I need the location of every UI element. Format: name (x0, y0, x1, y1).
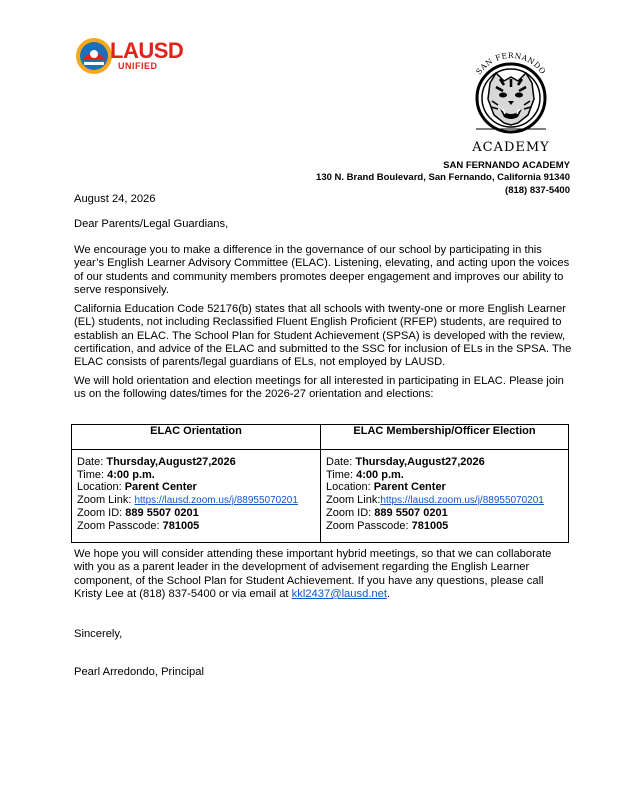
paragraph-4-end: . (386, 587, 391, 600)
election-location-label: Location: (326, 481, 374, 494)
sfa-arc-text: SAN FERNANDO (474, 50, 548, 77)
orientation-passcode-label: Zoom Passcode: (77, 519, 163, 532)
letter-salutation: Dear Parents/Legal Guardians, (74, 218, 229, 230)
school-address-block (316, 160, 570, 197)
orientation-details (72, 450, 321, 543)
orientation-location-label: Location: (77, 481, 125, 494)
orientation-date-label: Date: (77, 456, 107, 468)
paragraph-4-text: We hope you will consider attending these important hybrid meetings, so that we can collaborate with you as a parent leader in the development of advisement regarding the English Learner component, of the School Plan for Student Achievement. If you have any questions, please call Kristy Lee at (818) 837-5400 or via email at (74, 548, 552, 600)
sfa-academy-text: ACADEMY (472, 140, 550, 155)
election-zoom-link[interactable]: https://lausd.zoom.us/j/88955070201 (380, 494, 544, 506)
lausd-unified-label: UNIFIED (118, 61, 158, 71)
school-phone: (818) 837-5400 (505, 184, 570, 196)
orientation-zoom-link-label: Zoom Link: (77, 493, 135, 506)
letter-paragraph-3: We will hold orientation and election meetings for all interested in participating in ELAC. Please join us on the following dates/times for the 2026-27 orientation and elections: (74, 375, 564, 401)
meetings-table (71, 424, 569, 543)
letter-closing: Sincerely, (74, 628, 123, 640)
letter-paragraph-2: California Education Code 52176(b) states that all schools with twenty-one or more English Learner (EL) students, not including Reclassified Fluent English Proficient (RFEP) students, are required to establish an ELAC. The School Plan for Student Achievement (SPSA) is developed with the review, certification, and advice of the ELAC and submitted to the SSC for inclusion of ELs in the SPSA. The ELAC consists of parents/legal guardians of ELs, not employed by LAUSD. (74, 303, 572, 369)
election-time-label: Time: (326, 468, 357, 481)
orientation-date: Thursday,August27,2026 (106, 456, 236, 468)
election-details (321, 450, 569, 543)
letter-date: August 24, 2026 (74, 193, 156, 205)
election-location: Parent Center (373, 481, 446, 494)
election-zoom-id-label: Zoom ID: (326, 507, 375, 520)
letter-signature: Pearl Arredondo, Principal (74, 666, 204, 678)
school-name: SAN FERNANDO ACADEMY (443, 160, 570, 171)
lausd-logo (74, 36, 204, 76)
lausd-wordmark: LAUSD (110, 38, 184, 63)
election-date: Thursday,August27,2026 (355, 456, 485, 468)
election-zoom-id: 889 5507 0201 (374, 507, 448, 520)
orientation-header: ELAC Orientation (72, 425, 321, 450)
election-passcode: 781005 (411, 519, 449, 532)
orientation-zoom-link[interactable]: https://lausd.zoom.us/j/88955070201 (134, 494, 298, 506)
election-date-label: Date: (326, 456, 356, 468)
letter-paragraph-1: We encourage you to make a difference in the governance of our school by participating in this year’s English Learner Advisory Committee (ELAC). Listening, elevating, and acting upon the voices of our students and community members promotes deeper engagement and improves our ability to serve responsively. (74, 244, 570, 296)
school-street: 130 N. Brand Boulevard, San Fernando, California 91340 (316, 172, 570, 184)
election-zoom-link-label: Zoom Link: (326, 493, 381, 506)
election-time: 4:00 p.m. (356, 468, 404, 481)
letter-paragraph-4 (74, 548, 574, 601)
orientation-time: 4:00 p.m. (107, 468, 155, 481)
election-header: ELAC Membership/Officer Election (321, 425, 569, 450)
orientation-zoom-id-label: Zoom ID: (77, 507, 126, 520)
orientation-time-label: Time: (77, 468, 108, 481)
san-fernando-academy-logo (456, 43, 566, 158)
orientation-zoom-id: 889 5507 0201 (125, 507, 199, 520)
contact-email-link[interactable]: kkl2437@lausd.net (291, 587, 387, 600)
orientation-passcode: 781005 (162, 519, 200, 532)
orientation-location: Parent Center (124, 481, 197, 494)
lausd-seal-icon (74, 36, 114, 76)
election-passcode-label: Zoom Passcode: (326, 519, 412, 532)
